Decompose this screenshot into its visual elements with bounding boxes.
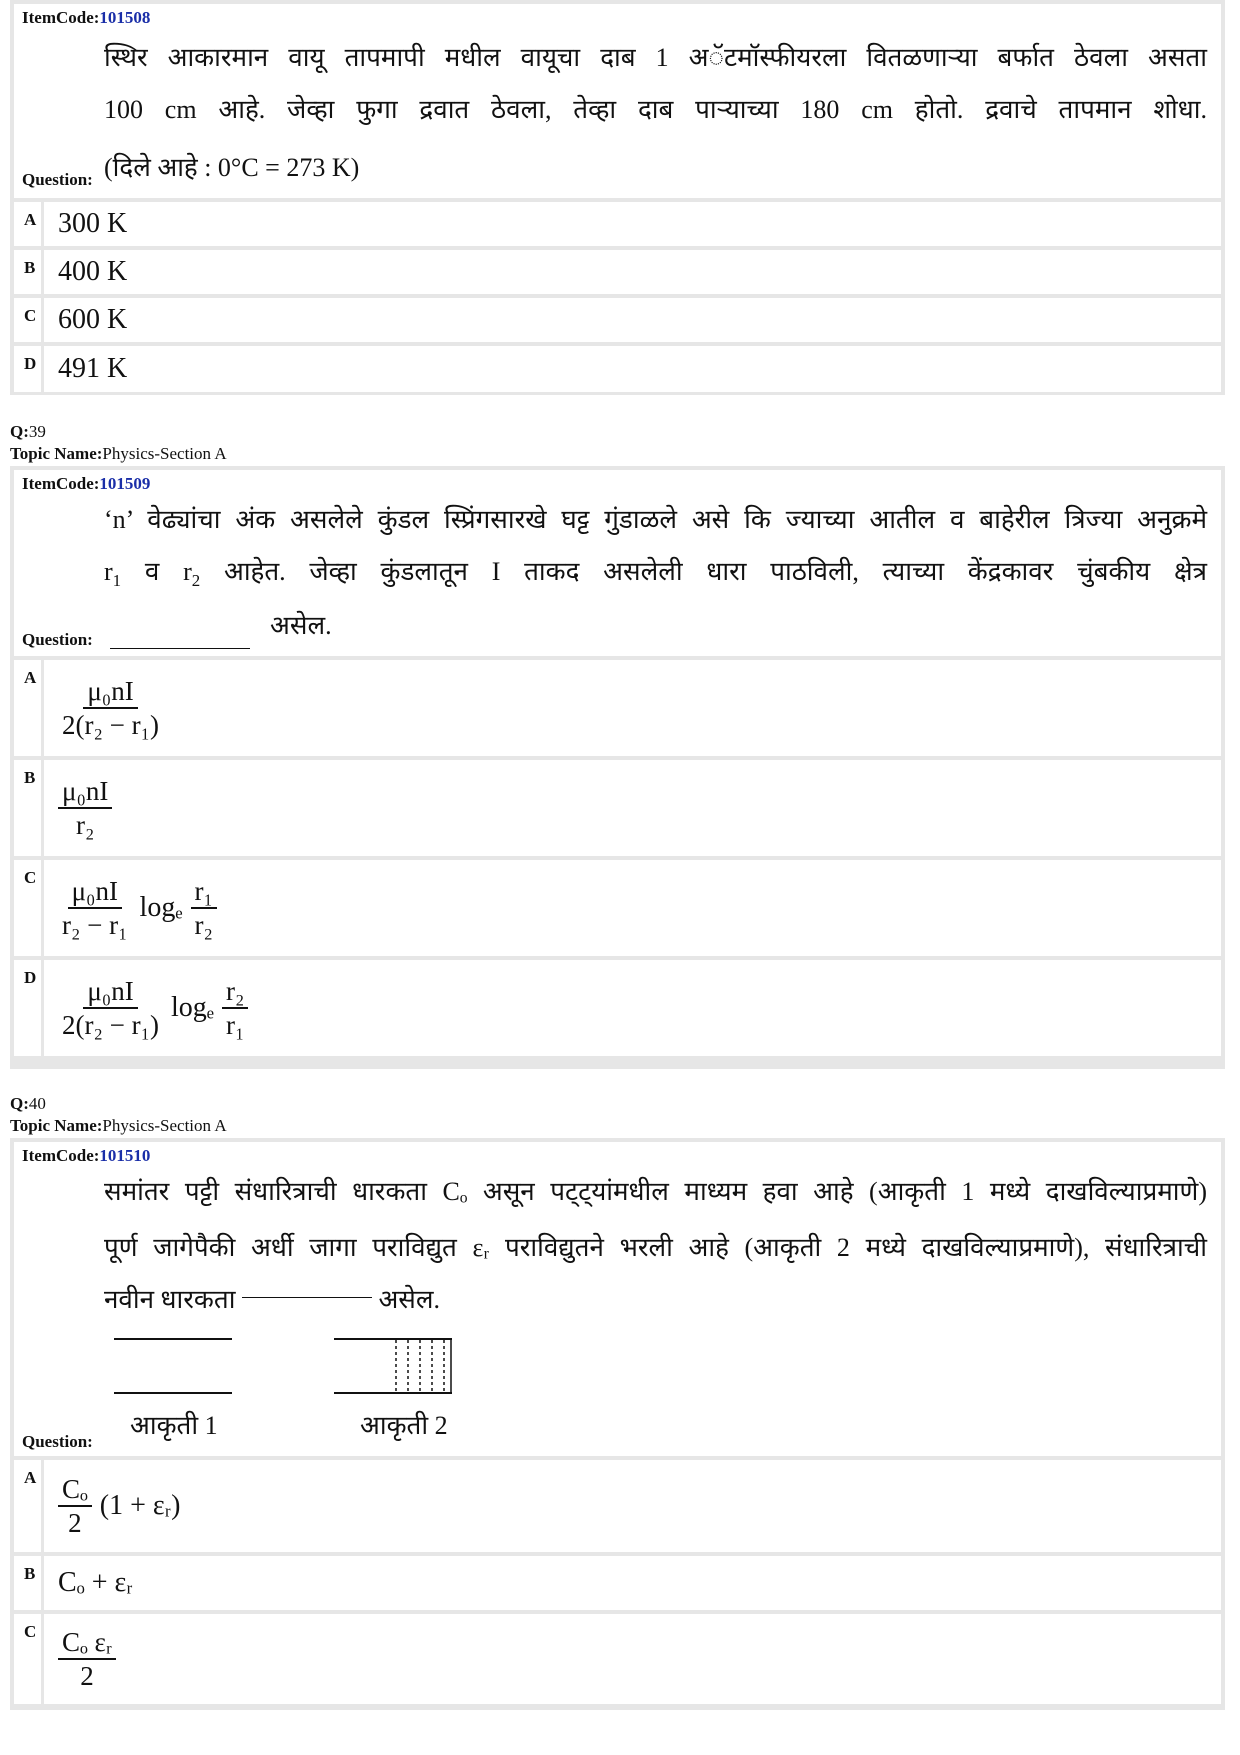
option-b[interactable]: B Cₒ + εᵣ	[14, 1556, 1221, 1610]
option-d[interactable]: D $\frac{\text{μ₀nI}}{\text{2(r₂ − r₁)}}$ logₑ $\frac{\text{r₂}}{\text{r₁}}$	[14, 960, 1221, 1056]
question-line: ‘n’ वेढ्यांचा अंक असलेले कुंडल स्प्रिंगसारखे घट्ट गुंडाळले असे कि ज्याच्या आतील व बाहेरील त्रिज्या अनुक्रमे	[104, 505, 1207, 534]
fraction: $\frac{\text{r₂}}{\text{r₁}}$	[222, 975, 248, 1041]
option-d[interactable]: D 491 K	[14, 346, 1221, 392]
option-c[interactable]: C $\frac{\text{μ₀nI}}{\text{r₂ − r₁}}$ logₑ $\frac{\text{r₁}}{\text{r₂}}$	[14, 860, 1221, 956]
fraction: $\frac{\text{μ₀nI}}{\text{r₂}}$	[58, 775, 112, 841]
option-a[interactable]: A $\frac{\text{Cₒ}}{2}$ (1 + εᵣ)	[14, 1460, 1221, 1552]
question-line: असेल.	[270, 611, 332, 640]
question-39-block	[10, 466, 1225, 1069]
option-a[interactable]: A 300 K	[14, 202, 1221, 246]
option-b[interactable]: B 400 K	[14, 250, 1221, 294]
question-38-cell	[14, 4, 1221, 198]
option-c[interactable]: C $\frac{\text{Cₒ εᵣ}}{2}$	[14, 1614, 1221, 1704]
question-line: $r_1$ व $r_2$ आहेत. जेव्हा कुंडलातून I ताकद असलेली धारा पाठविली, त्याच्या केंद्रकावर चुंबकीय क्षेत्र	[104, 557, 1207, 591]
question-39-cell	[14, 470, 1221, 656]
fraction: $\frac{\text{μ₀nI}}{\text{r₂ − r₁}}$	[62, 876, 128, 940]
answer-blank	[242, 1297, 372, 1298]
item-code: ItemCode:101508	[22, 8, 151, 27]
option-a[interactable]: A $\frac{\text{μ₀nI}}{\text{2(r₂ − r₁)}}$	[14, 660, 1221, 756]
fraction: $\frac{\text{μ₀nI}}{\text{2(r₂ − r₁)}}$	[62, 976, 160, 1040]
option-b[interactable]: B $\frac{\text{μ₀nI}}{\text{r₂}}$	[14, 760, 1221, 856]
capacitor-plate	[114, 1338, 232, 1340]
item-code: ItemCode:101509	[22, 474, 151, 493]
option-c[interactable]: C 600 K	[14, 298, 1221, 342]
dielectric-region	[394, 1340, 452, 1392]
fraction: $\frac{\text{Cₒ εᵣ}}{2}$	[58, 1626, 116, 1692]
question-line: नवीन धारकता असेल.	[104, 1285, 441, 1314]
question-39-number: Q:39	[10, 422, 46, 441]
question-line: (दिले आहे : 0°C = 273 K)	[104, 153, 360, 182]
capacitor-plate	[334, 1392, 452, 1394]
question-40-number: Q:40	[10, 1094, 46, 1113]
capacitor-plate	[114, 1392, 232, 1394]
question-40-topic: Topic Name:Physics-Section A	[10, 1116, 227, 1135]
fraction: $\frac{\text{Cₒ}}{2}$	[58, 1473, 92, 1539]
question-label: Question:	[22, 1432, 93, 1451]
question-40-cell	[14, 1142, 1221, 1456]
question-40-block	[10, 1138, 1225, 1710]
question-label: Question:	[22, 630, 93, 649]
question-39-topic: Topic Name:Physics-Section A	[10, 444, 227, 463]
question-line: 100 cm आहे. जेव्हा फुगा द्रवात ठेवला, तेव्हा दाब पाऱ्याच्या 180 cm होतो. द्रवाचे तापमान शोधा.	[104, 95, 1207, 124]
question-line: पूर्ण जागेपैकी अर्धी जागा पराविद्युत εᵣ पराविद्युतने भरली आहे (आकृती 2 मध्ये दाखविल्याप्रमाणे), संधारित्राची	[104, 1233, 1207, 1262]
figure-1-caption: आकृती 1	[130, 1411, 218, 1440]
question-38-block	[10, 0, 1225, 395]
fraction: $\frac{\text{r₁}}{\text{r₂}}$	[191, 875, 217, 941]
answer-blank	[110, 648, 250, 649]
item-code: ItemCode:101510	[22, 1146, 151, 1165]
question-label: Question:	[22, 170, 93, 189]
fraction: $\frac{\text{μ₀nI}}{\text{2(r₂ − r₁)}}$	[62, 676, 160, 740]
question-line: समांतर पट्टी संधारित्राची धारकता Cₒ असून पट्ट्यांमधील माध्यम हवा आहे (आकृती 1 मध्ये दाखविल्याप्रमाणे)	[104, 1177, 1207, 1206]
figure-2-caption: आकृती 2	[360, 1411, 448, 1440]
question-line: स्थिर आकारमान वायू तापमापी मधील वायूचा दाब 1 अॅटमॉस्फीयरला वितळणाऱ्या बर्फात ठेवला असता	[104, 43, 1207, 72]
